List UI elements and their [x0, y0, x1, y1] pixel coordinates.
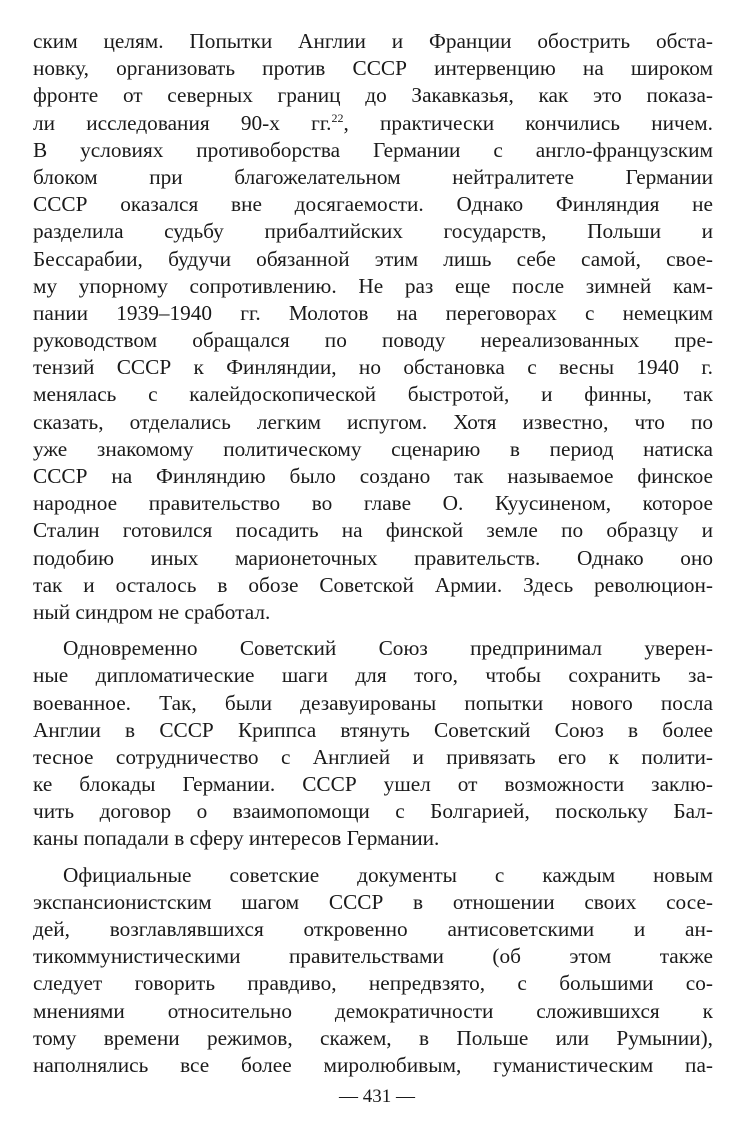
text-line: Сталин готовился посадить на финской земле по образцу и: [33, 518, 713, 543]
text-line: Официальные советские документы с каждым новым: [63, 862, 713, 887]
footnote-reference: 22: [331, 110, 344, 125]
text-line: СССР на Финляндию было создано так называемое финское: [33, 464, 713, 488]
paragraph-spacing: [33, 626, 713, 635]
text-line: мнениями относительно демократичности сложившихся к: [33, 998, 713, 1023]
text-line: руководством обращался по поводу нереализованных пре-: [33, 328, 713, 353]
text-line: сказать, отделались легким испугом. Хотя известно, что по: [33, 409, 713, 434]
text-line: В условиях противоборства Германии с англо-французским: [33, 137, 713, 162]
paragraph-1: [33, 28, 713, 626]
text-line: подобию иных марионеточных правительств. Однако оно: [33, 545, 713, 570]
text-line: народное правительство во главе О. Куусиненом, которое: [33, 491, 713, 516]
text-line: СССР оказался вне досягаемости. Однако Финляндия не: [33, 192, 713, 217]
text-line-with-footnote: [33, 110, 713, 137]
text-line: воеванное. Так, были дезавуированы попытки нового посла: [33, 690, 713, 715]
text-line: фронте от северных границ до Закавказья, как это показа-: [33, 83, 713, 108]
text-line: менялась с калейдоскопической быстротой, и финны, так: [33, 382, 713, 407]
text-line: каны попадали в сферу интересов Германии.: [33, 826, 440, 851]
text-fragment: , практически кончились ничем.: [343, 110, 713, 135]
text-line: тикоммунистическими правительствами (об этом также: [33, 944, 713, 969]
text-line: дей, возглавлявшихся откровенно антисоветскими и ан-: [33, 917, 713, 941]
text-line: уже знакомому политическому сценарию в период натиска: [33, 436, 713, 461]
text-line: ским целям. Попытки Англии и Франции обострить обста-: [33, 29, 713, 53]
text-line: ке блокады Германии. СССР ушел от возможности заклю-: [33, 772, 713, 797]
text-line: тому времени режимов, скажем, в Польше или Румынии),: [33, 1025, 713, 1050]
text-line: му упорному сопротивлению. Не раз еще после зимней кам-: [33, 273, 713, 298]
text-line: блоком при благожелательном нейтралитете Германии: [33, 164, 713, 189]
text-line: новку, организовать против СССР интервенцию на широком: [33, 56, 713, 81]
body-text: [33, 28, 713, 1079]
text-fragment: ли исследования 90-х гг.: [33, 110, 332, 135]
text-line: Одновременно Советский Союз предпринимал уверен-: [63, 636, 713, 661]
paragraph-2: [33, 635, 713, 853]
page-number: — 431 —: [339, 1086, 415, 1107]
text-line: так и осталось в обозе Советской Армии. Здесь революцион-: [33, 572, 713, 597]
text-line: экспансионистским шагом СССР в отношении своих сосе-: [33, 889, 713, 914]
text-line: наполнялись все более миролюбивым, гуманистическим па-: [33, 1052, 713, 1077]
text-line: чить договор о взаимопомощи с Болгарией, поскольку Бал-: [33, 799, 713, 824]
text-line: следует говорить правдиво, непредвзято, с большими со-: [33, 971, 713, 996]
text-line: Англии в СССР Криппса втянуть Советский Союз в более: [33, 717, 713, 742]
text-line: разделила судьбу прибалтийских государств, Польши и: [33, 219, 713, 244]
text-line: Бессарабии, будучи обязанной этим лишь себе самой, свое-: [33, 246, 713, 271]
paragraph-3: [33, 862, 713, 1080]
text-line: ный синдром не сработал.: [33, 599, 271, 624]
text-line: пании 1939–1940 гг. Молотов на переговорах с немецким: [33, 300, 713, 325]
text-line: ные дипломатические шаги для того, чтобы сохранить за-: [33, 663, 713, 688]
paragraph-spacing: [33, 853, 713, 862]
text-line: тензий СССР к Финляндии, но обстановка с весны 1940 г.: [33, 355, 713, 380]
text-line: тесное сотрудничество с Англией и привязать его к полити-: [33, 744, 713, 769]
